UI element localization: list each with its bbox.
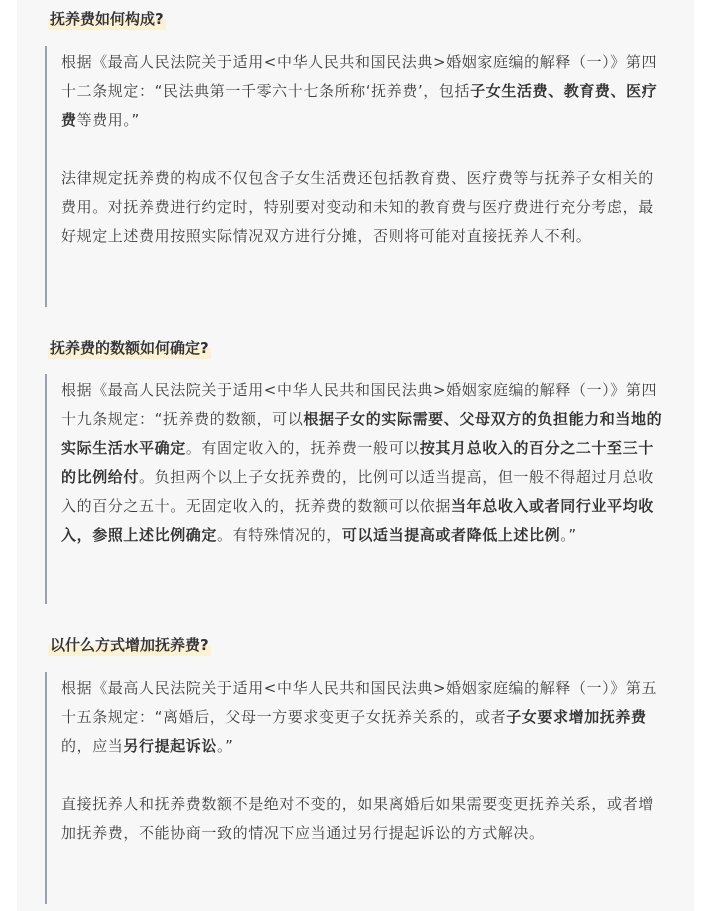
explanation-paragraph: 直接抚养人和抚养费数额不是绝对不变的，如果离婚后如果需要变更抚养关系，或者增加抚养费，不能协商一致的情况下应当通过另行提起诉讼的方式解决。 <box>61 795 654 842</box>
explanation-paragraph: 法律规定抚养费的构成不仅包含子女生活费还包括教育费、医疗费等与抚养子女相关的费用。对抚养费进行约定时，特别要对变动和未知的教育费与医疗费进行充分考虑，最好规定上述费用按照实际情况双方进行分摊，否则将可能对直接抚养人不利。 <box>61 169 654 245</box>
article-panel <box>17 0 694 911</box>
blockquote <box>45 672 665 904</box>
quote-paragraph: 根据《最高人民法院关于适用<中华人民共和国民法典>婚姻家庭编的解释（一）》第四十二条规定：“民法典第一千零六十七条所称‘抚养费’，包括子女生活费、教育费、医疗费等费用。” <box>61 53 658 129</box>
blockquote <box>45 374 665 604</box>
section-heading: 以什么方式增加抚养费? <box>50 636 209 654</box>
section-heading: 抚养费的数额如何确定? <box>50 339 209 357</box>
quote-paragraph: 根据《最高人民法院关于适用<中华人民共和国民法典>婚姻家庭编的解释（一）》第四十九条规定：“抚养费的数额，可以根据子女的实际需要、父母双方的负担能力和当地的实际生活水平确定。有固定收入的，抚养费一般可以按其月总收入的百分之二十至三十的比例给付。负担两个以上子女抚养费的，比例可以适当提高，但一般不得超过月总收入的百分之五十。无固定收入的，抚养费的数额可以依据当年总收入或者同行业平均收入，参照上述比例确定。有特殊情况的，可以适当提高或者降低上述比例。” <box>61 381 663 544</box>
quote-paragraph: 根据《最高人民法院关于适用<中华人民共和国民法典>婚姻家庭编的解释（一）》第五十五条规定：“离婚后，父母一方要求变更子女抚养关系的，或者子女要求增加抚养费的，应当另行提起诉讼。” <box>61 679 658 755</box>
blockquote <box>45 46 665 307</box>
section-heading: 抚养费如何构成? <box>50 10 164 28</box>
